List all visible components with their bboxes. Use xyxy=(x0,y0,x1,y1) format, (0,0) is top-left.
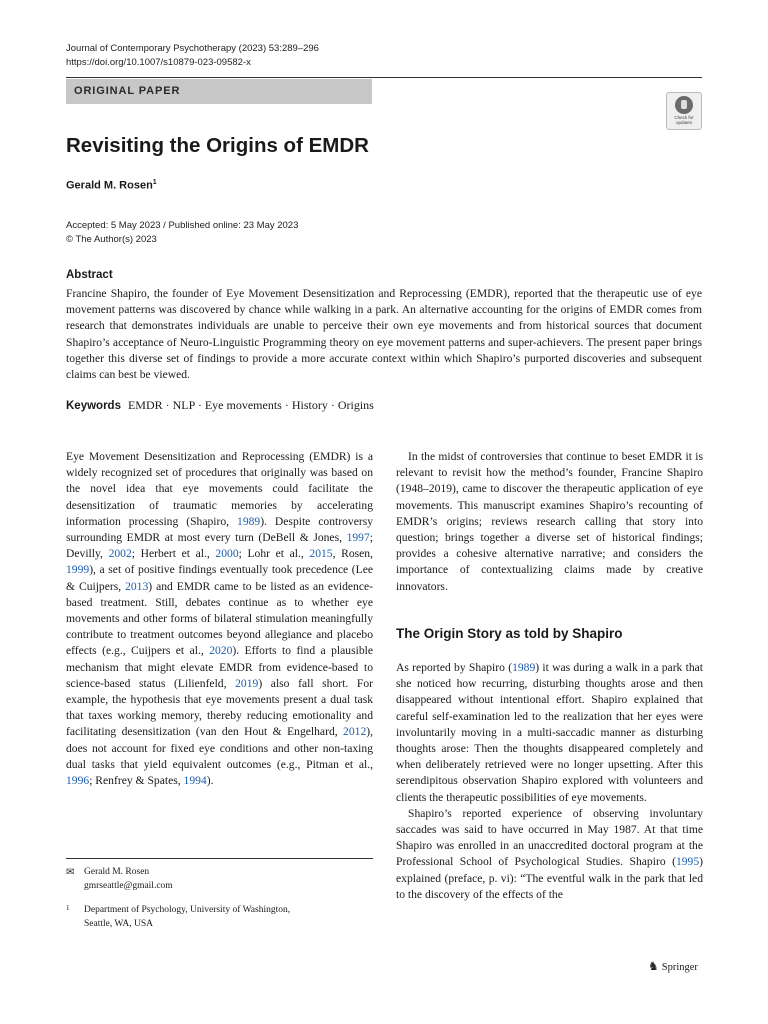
body-left-column: Eye Movement Desensitization and Reprocessing (EMDR) is a widely recognized set of procedures that originally was based on the novel idea that eye movements could facilitate the desensitization of traumatic memories by accelerating information processing (Shapiro, 1989). Despite controversy surrounding EMDR at most every turn (DeBell & Jones, 1997; Devilly, 2002; Herbert et al., 2000; Lohr et al., 2015, Rosen, 1999), a set of positive findings eventually took precedence (Lee & Cuijpers, 2013) and EMDR came to be listed as an evidence-based treatment. Still, debates continue as to whether eye movements and other forms of bilateral stimulation meaningfully contribute to treatment outcomes beyond allegiance and placebo effects (e.g., Cuijpers et al., 2020). Efforts to find a plausible mechanism that might elevate EMDR from evidence-based to science-based status (Lilienfeld, 2019) also fall short. For example, the hypothesis that eye movements present a dual task that taxes working memory, thereby reducing emotionality and facilitating desensitization (van den Hout & Engelhard, 2012), does not account for fixed eye conditions and other non-taxing dual tasks that yield equivalent outcomes (e.g., Pitman et al., 1996; Renfrey & Spates, 1994). xyxy=(66,450,374,788)
author-text: Gerald M. Rosen xyxy=(66,179,153,192)
springer-horse-icon: ♞ xyxy=(648,959,659,973)
citation-link[interactable]: 1997 xyxy=(346,531,370,545)
article-title: Revisiting the Origins of EMDR xyxy=(66,134,369,157)
affiliation-line-1: Department of Psychology, University of Washington, xyxy=(84,905,291,915)
paragraph: Shapiro’s reported experience of observing involuntary saccades was said to have occurred in May 1987. At that time Shapiro was enrolled in an unaccredited doctoral program at the Professional School of Psychological Studies. Shapiro (1995) explained (preface, p. vi): “The eventful walk in the park that led to the discovery of the effects of the xyxy=(396,806,703,901)
author-name[interactable] xyxy=(66,179,157,192)
citation-link[interactable]: 2012 xyxy=(343,725,367,739)
citation-link[interactable]: 2002 xyxy=(108,547,132,561)
journal-header xyxy=(66,42,319,70)
header-rule xyxy=(66,77,702,78)
citation-link[interactable]: 2000 xyxy=(215,547,239,561)
citation-link[interactable]: 1994 xyxy=(183,774,207,788)
affiliation-marker: 1 xyxy=(66,904,70,912)
citation-link[interactable]: 2019 xyxy=(235,676,259,690)
publisher-name: Springer xyxy=(661,962,698,973)
accepted-published-dates: Accepted: 5 May 2023 / Published online: 23 May 2023 xyxy=(66,220,299,231)
section-heading: The Origin Story as told by Shapiro xyxy=(396,626,623,641)
affiliation-line-2: Seattle, WA, USA xyxy=(84,918,153,929)
badge-text-line2: updates xyxy=(675,120,692,125)
keywords-heading: Keywords xyxy=(66,400,121,412)
envelope-icon: ✉ xyxy=(66,867,75,878)
doi-link[interactable]: https://doi.org/10.1007/s10879-023-09582-x xyxy=(66,57,251,68)
abstract-text: Francine Shapiro, the founder of Eye Movement Desensitization and Reprocessing (EMDR), reported that the therapeutic use of eye movement patterns was discovered by chance while walking in a park. An alternative accounting for the origins of EMDR comes from research that demonstrates individuals are unable to perceive their own eye movements and from historical sources that document Shapiro’s acceptance of Neuro-Linguistic Programming theory on eye movement patterns and super-achievers. The present paper brings together this diverse set of findings to provide a more accurate context within which Shapiro’s purported discoveries and subsequent claims can best be viewed. xyxy=(66,287,702,382)
keywords-line xyxy=(66,398,702,413)
body-right-section-text xyxy=(396,660,703,903)
author-affiliation-marker: 1 xyxy=(152,179,157,186)
citation-link[interactable]: 2015 xyxy=(309,547,333,561)
paragraph: As reported by Shapiro (1989) it was during a walk in a park that she noticed how recurring, disturbing thoughts arose and then disappeared without intentional effort. Shapiro explained that careful self-examination led to the realization that her eyes were involuntarily moving in a multi-saccadic manner as disturbing thoughts arose: Then the thoughts disappeared completely and when deliberately retrieved were no longer upsetting. After this serendipitous observation Shapiro explored with volunteers and clients the therapeutic possibilities of eye movements. xyxy=(396,661,703,804)
author-email-link[interactable]: gmrseattle@gmail.com xyxy=(84,880,173,891)
footnote-rule xyxy=(66,858,373,859)
article-type-banner: ORIGINAL PAPER xyxy=(66,79,372,104)
citation-link[interactable]: 1995 xyxy=(675,855,700,869)
keywords-list: EMDR · NLP · Eye movements · History · Origins xyxy=(127,398,374,412)
body-right-intro-paragraph: In the midst of controversies that continue to beset EMDR it is relevant to revisit how the method’s founder, Francine Shapiro (1948–2019), came to discover the therapeutic application of eye movements. This manuscript examines Shapiro’s recounting of EMDR’s origins; reviews research calling that story into question; brings together a diverse set of historical findings; provides a cohesive alternative narrative; and considers the importance of contextualizing claims made by creative innovators. xyxy=(396,450,703,593)
publisher-logo xyxy=(648,959,698,974)
update-check-icon xyxy=(675,96,693,114)
citation-link[interactable]: 1999 xyxy=(66,563,90,577)
citation-link[interactable]: 1989 xyxy=(512,661,536,674)
citation-link[interactable]: 2013 xyxy=(125,579,149,593)
citation-link[interactable]: 1989 xyxy=(237,514,261,528)
publication-dates xyxy=(66,219,298,247)
footnote-author-name: Gerald M. Rosen xyxy=(84,867,150,877)
check-for-updates-badge[interactable] xyxy=(666,92,702,130)
citation-link[interactable]: 2020 xyxy=(209,644,233,658)
citation-link[interactable]: 1996 xyxy=(66,774,90,788)
journal-citation: Journal of Contemporary Psychotherapy (2023) 53:289–296 xyxy=(66,43,319,54)
badge-text-line1: Check for xyxy=(674,115,694,120)
abstract-heading: Abstract xyxy=(66,269,113,281)
corresponding-author-footnote xyxy=(66,866,173,891)
copyright-notice: © The Author(s) 2023 xyxy=(66,234,157,245)
